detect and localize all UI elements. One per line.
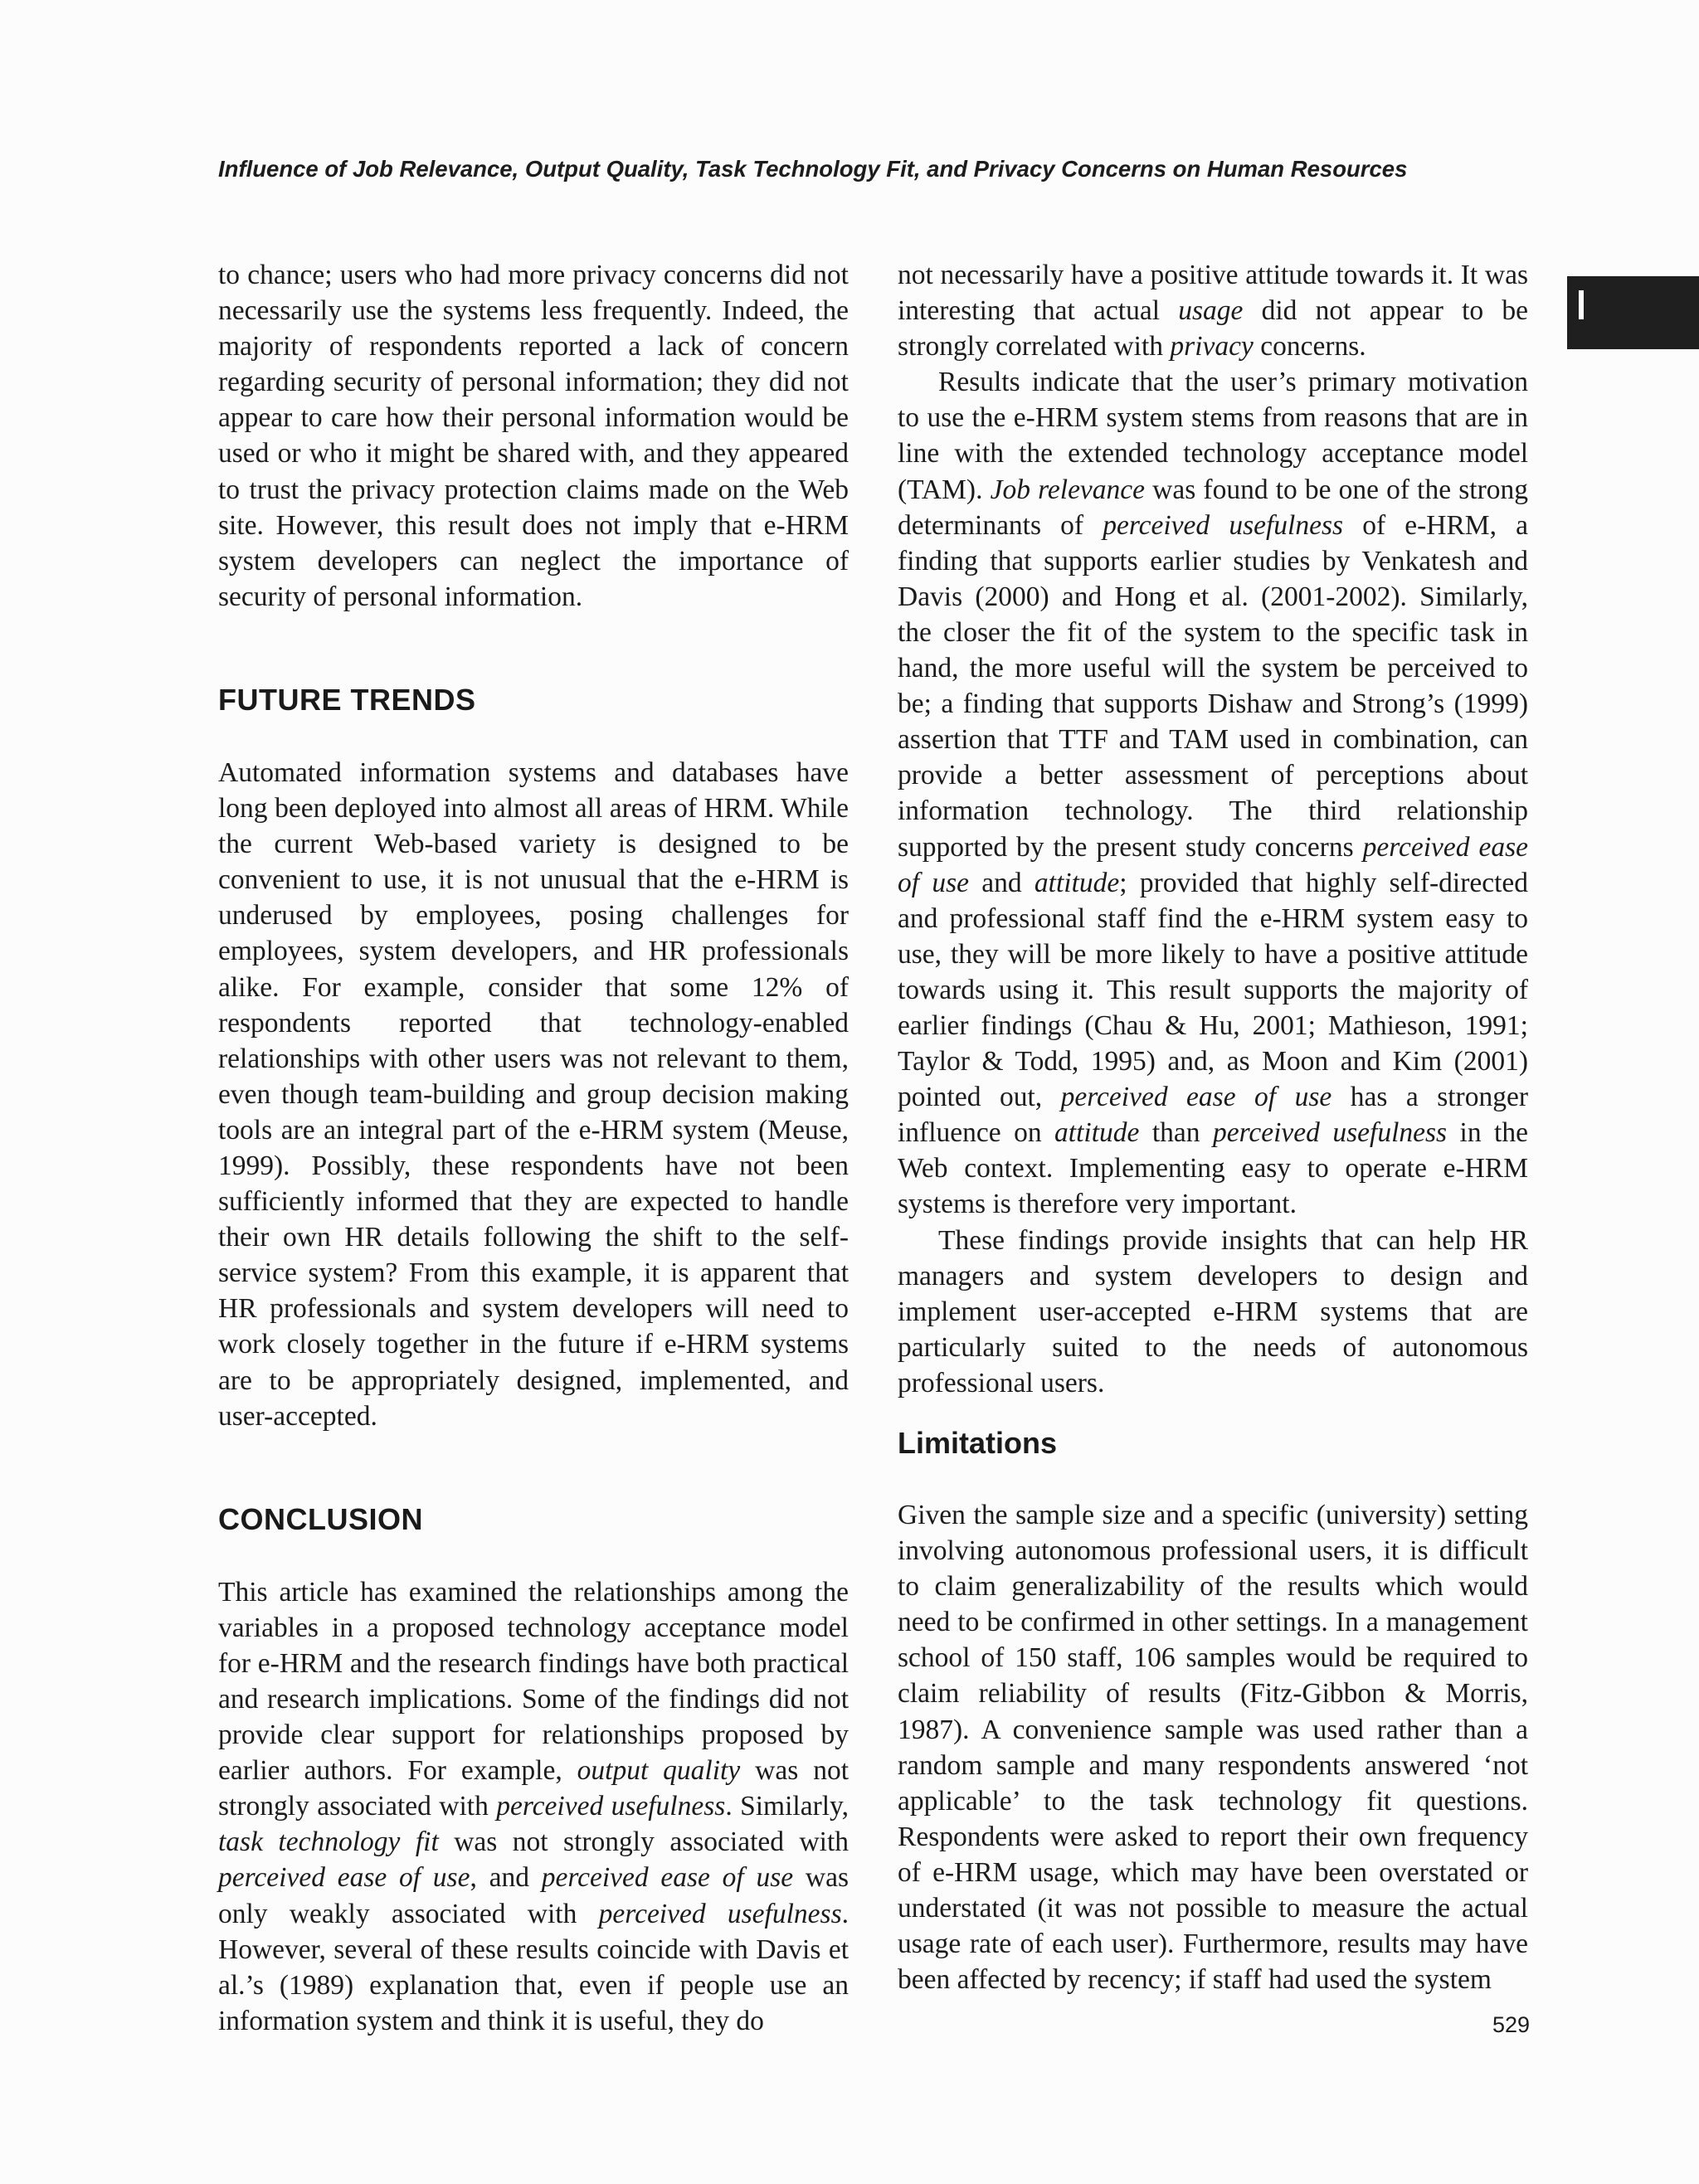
findings-paragraph: These findings provide insights that can help HR managers and system developers to design and implement user-accepted e-HRM systems that are particularly suited to the needs of autonomous professional users. [898, 1224, 1528, 1398]
right-column [898, 257, 1528, 1997]
section-tab-marker [1567, 276, 1699, 349]
continued-paragraph: not necessarily have a positive attitude towards it. It was interesting that actual usage did not appear to be strongly correlated with privacy concerns. [898, 260, 1528, 362]
results-paragraph: Results indicate that the user’s primary motivation to use the e-HRM system stems from reasons that are in line with the extended technology acceptance model (TAM). Job relevance was found to be one of the strong determinants of perceived usefulness of e-HRM, a finding that supports earlier studies by Venkatesh and Davis (2000) and Hong et al. (2001-2002). Similarly, the closer the fit of the system to the specific task in hand, the more useful will the system be perceived to be; a finding that supports Dishaw and Strong’s (1999) assertion that TTF and TAM used in combination, can provide a better assessment of perceptions about information technology. The third relationship supported by the present study concerns perceived ease of use and attitude; provided that highly self-directed and professional staff find the e-HRM system easy to use, they will be more likely to have a positive attitude towards using it. This result supports the majority of earlier findings (Chau & Hu, 2001; Mathieson, 1991; Taylor & Todd, 1995) and, as Moon and Kim (2001) pointed out, perceived ease of use has a stronger influence on attitude than perceived usefulness in the Web context. Implementing easy to operate e-HRM systems is therefore very important. [898, 367, 1529, 1220]
intro-paragraph: to chance; users who had more privacy concerns did not necessarily use the systems less frequently. Indeed, the majority of respondents reported a lack of concern regarding security of personal information; they did not appear to care how their personal information would be used or who it might be shared with, and they appeared to trust the privacy protection claims made on the Web site. However, this result does not imply that e-HRM system developers can neglect the importance of security of personal information. [218, 260, 849, 612]
limitations-heading: Limitations [898, 1426, 1058, 1460]
left-column [218, 257, 849, 2039]
page-number: 529 [1492, 2012, 1530, 2037]
limitations-paragraph: Given the sample size and a specific (university) setting involving autonomous professional users, it is difficult to claim generalizability of the results which would need to be confirmed in other settings. In a management school of 150 staff, 106 samples would be required to claim reliability of results (Fitz-Gibbon & Morris, 1987). A convenience sample was used rather than a random sample and many respondents answered ‘not applicable’ to the task technology fit questions. Respondents were asked to report their own frequency of e-HRM usage, which may have been overstated or understated (it was not possible to measure the actual usage rate of each user). Furthermore, results may have been affected by recency; if staff had used the system [898, 1500, 1528, 1996]
future-trends-heading: FUTURE TRENDS [218, 682, 476, 717]
conclusion-heading: CONCLUSION [218, 1501, 423, 1536]
conclusion-paragraph: This article has examined the relationships among the variables in a proposed technology acceptance model for e-HRM and the research findings have both practical and research implications. Some of the findings did not provide clear support for relationships proposed by earlier authors. For example, output quality was not strongly associated with perceived usefulness. Similarly, task technology fit was not strongly associated with perceived ease of use, and perceived ease of use was only weakly associated with perceived usefulness. However, several of these results coincide with Davis et al.’s (1989) explanation that, even if people use an information system and think it is useful, they do [218, 1576, 850, 2036]
future-trends-paragraph: Automated information systems and databases have long been deployed into almost all areas of HRM. While the current Web-based variety is designed to be convenient to use, it is not unusual that the e-HRM is underused by employees, posing challenges for employees, system developers, and HR professionals alike. For example, consider that some 12% of respondents reported that technology-enabled relationships with other users was not relevant to them, even though team-building and group decision making tools are an integral part of the e-HRM system (Meuse, 1999). Possibly, these respondents have not been sufficiently informed that they are expected to handle their own HR details following the shift to the self-service system? From this example, it is apparent that HR professionals and system developers will need to work closely together in the future if e-HRM systems are to be appropriately designed, implemented, and user-accepted. [218, 756, 849, 1432]
running-head: Influence of Job Relevance, Output Quality, Task Technology Fit, and Privacy Concerns on Human Resources [218, 156, 1408, 182]
